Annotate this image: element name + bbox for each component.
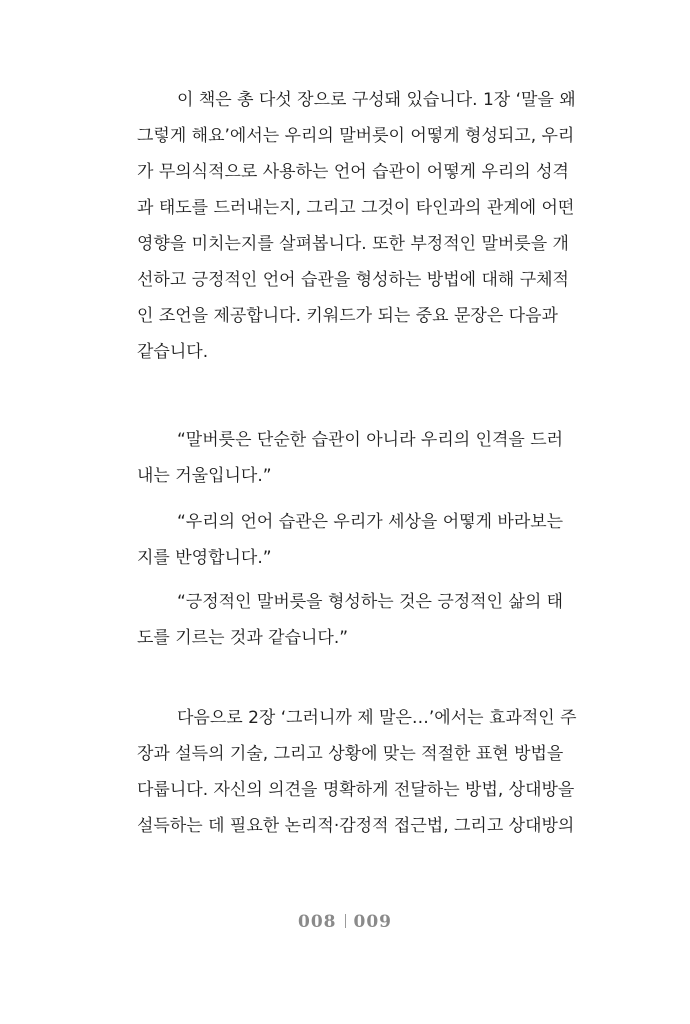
quote-3-line-1: “긍정적인 말버릇을 형성하는 것은 긍정적인 삶의 태 bbox=[177, 592, 564, 612]
quote-3-line-2: 도를 기르는 것과 같습니다.” bbox=[137, 628, 349, 648]
paragraph-2-line-1: 다음으로 2장 ‘그러니까 제 말은…’에서는 효과적인 주 bbox=[177, 708, 577, 728]
page-numbers bbox=[0, 912, 690, 932]
quote-1-line-1: “말버릇은 단순한 습관이 아니라 우리의 인격을 드러 bbox=[177, 430, 564, 450]
quote-2-line-1: “우리의 언어 습관은 우리가 세상을 어떻게 바라보는 bbox=[177, 512, 564, 532]
paragraph-1-line-3: 가 무의식적으로 사용하는 언어 습관이 어떻게 우리의 성격 bbox=[137, 162, 569, 182]
page-number-divider bbox=[345, 914, 346, 928]
quote-1-line-2: 내는 거울입니다.” bbox=[137, 466, 272, 486]
right-page-number: 009 bbox=[353, 912, 392, 932]
paragraph-2-line-3: 다룹니다. 자신의 의견을 명확하게 전달하는 방법, 상대방을 bbox=[137, 780, 575, 800]
paragraph-2-line-2: 장과 설득의 기술, 그리고 상황에 맞는 적절한 표현 방법을 bbox=[137, 744, 564, 764]
paragraph-1-line-7: 인 조언을 제공합니다. 키워드가 되는 중요 문장은 다음과 bbox=[137, 306, 558, 326]
paragraph-2-line-4: 설득하는 데 필요한 논리적·감정적 접근법, 그리고 상대방의 bbox=[137, 816, 575, 836]
paragraph-1-line-4: 과 태도를 드러내는지, 그리고 그것이 타인과의 관계에 어떤 bbox=[137, 198, 575, 218]
paragraph-1-line-1: 이 책은 총 다섯 장으로 구성돼 있습니다. 1장 ‘말을 왜 bbox=[177, 90, 576, 110]
paragraph-1-line-5: 영향을 미치는지를 살펴봅니다. 또한 부정적인 말버릇을 개 bbox=[137, 234, 569, 254]
paragraph-1-line-6: 선하고 긍정적인 언어 습관을 형성하는 방법에 대해 구체적 bbox=[137, 270, 569, 290]
quote-2-line-2: 지를 반영합니다.” bbox=[137, 548, 272, 568]
left-page-number: 008 bbox=[298, 912, 337, 932]
paragraph-1-line-8: 같습니다. bbox=[137, 342, 209, 362]
paragraph-1-line-2: 그렇게 해요’에서는 우리의 말버릇이 어떻게 형성되고, 우리 bbox=[137, 126, 575, 146]
